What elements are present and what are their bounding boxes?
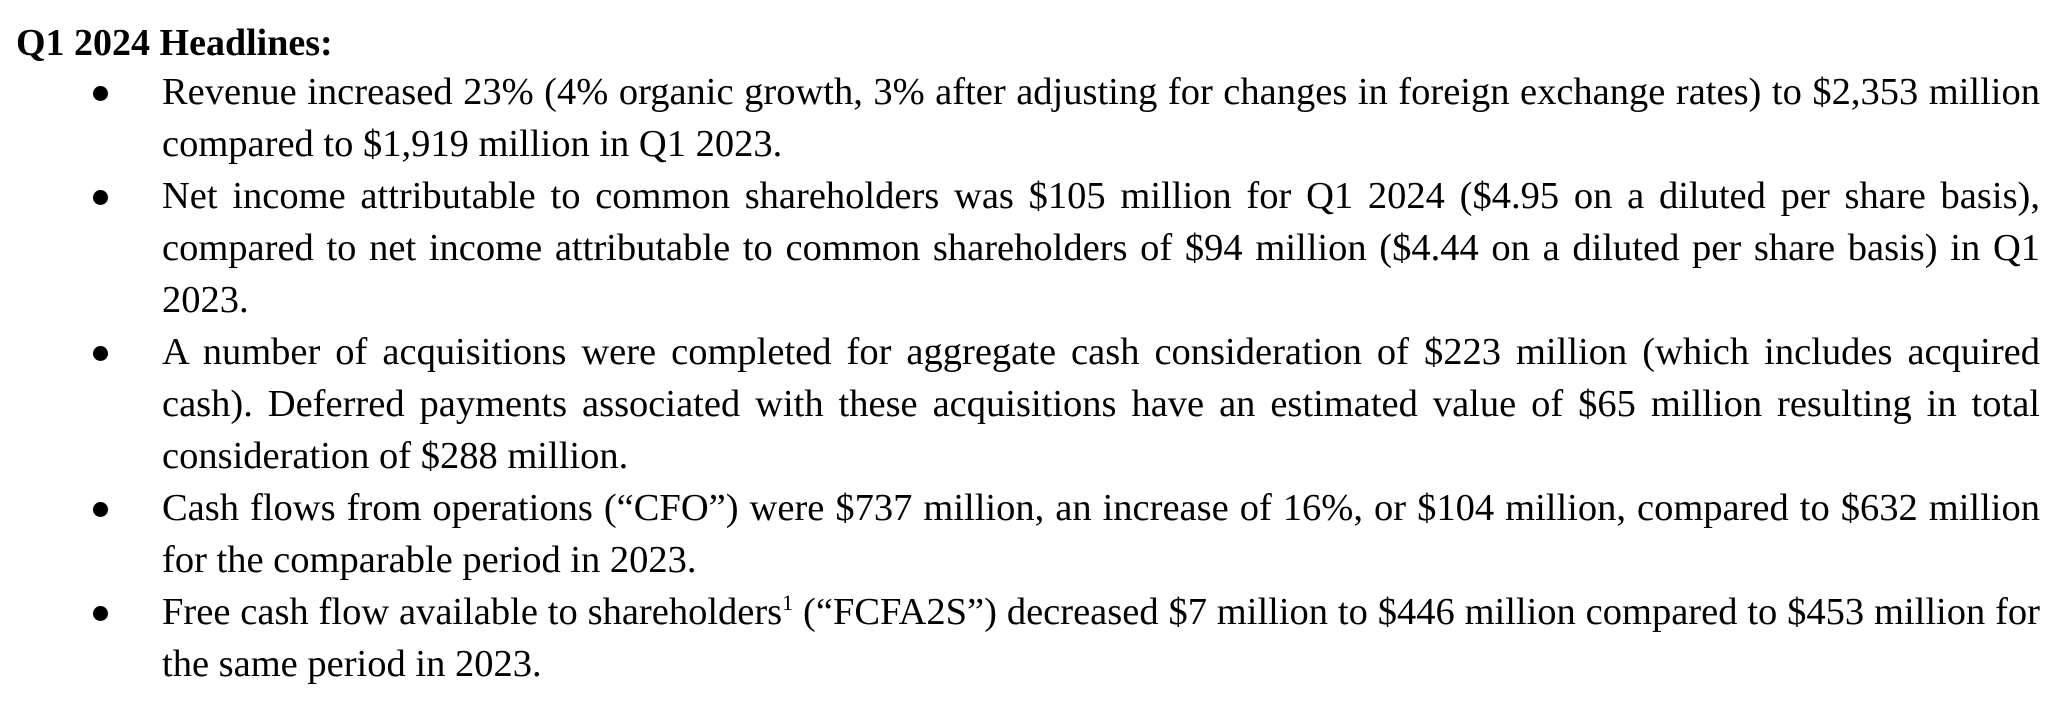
bullet-text-after: (“FCFA2S”) decreased $7 million to $446 million compared to $453 million for the same period in 2023. [162,591,2040,685]
bullet-text-before: Free cash flow available to shareholders [162,591,783,633]
list-item [16,66,2040,170]
bullet-icon [93,502,108,517]
list-item [16,326,2040,482]
section-heading: Q1 2024 Headlines: [16,22,333,64]
bullet-text: A number of acquisitions were completed for aggregate cash consideration of $223 million (which includes acquired cash). Deferred payments associated with these acquisitions have an estimated value of $65 million resulting in total consideration of $288 million. [162,331,2040,477]
bullet-icon [93,606,108,621]
bullet-icon [93,190,108,205]
footnote-marker[interactable]: 1 [782,590,794,616]
bullet-icon [93,86,108,101]
list-item [16,586,2040,690]
bullet-icon [93,346,108,361]
list-item [16,482,2040,586]
bullet-text: Net income attributable to common shareholders was $105 million for Q1 2024 ($4.95 on a diluted per share basis), compared to net income attributable to common shareholders of $94 million ($4.44 on a diluted per share basis) in Q1 2023. [162,175,2040,321]
headline-list [16,66,2040,690]
bullet-text: Cash flows from operations (“CFO”) were $737 million, an increase of 16%, or $104 million, compared to $632 million for the comparable period in 2023. [162,487,2040,581]
bullet-text: Revenue increased 23% (4% organic growth, 3% after adjusting for changes in foreign exchange rates) to $2,353 million compared to $1,919 million in Q1 2023. [162,71,2040,165]
list-item [16,170,2040,326]
